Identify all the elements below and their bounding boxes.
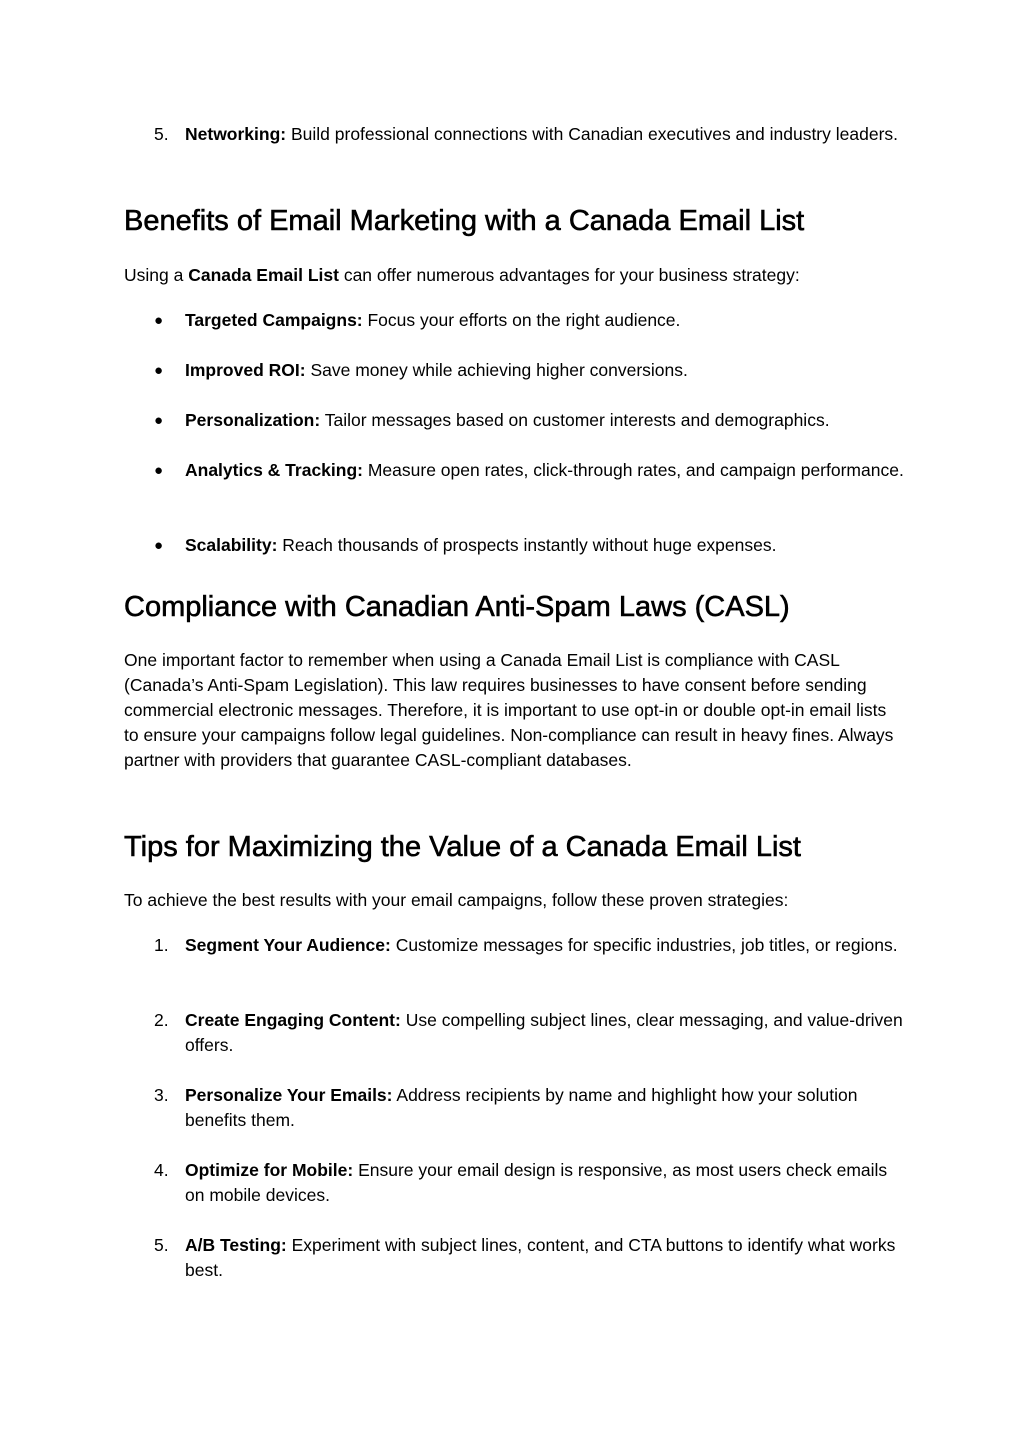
bullet-item: [124, 533, 904, 558]
item-text: Address recipients by name and highlight how your solution benefits them.: [185, 1085, 858, 1130]
item-text: Use compelling subject lines, clear messaging, and value-driven offers.: [185, 1010, 903, 1055]
bullet-item: [124, 308, 904, 333]
list-item: [124, 122, 904, 147]
section-intro: [124, 263, 800, 288]
item-text: Build professional connections with Canadian executives and industry leaders.: [286, 124, 899, 144]
list-number: 5.: [154, 1235, 169, 1255]
section-intro: To achieve the best results with your email campaigns, follow these proven strategies:: [124, 890, 789, 910]
bullet-icon: ●: [154, 312, 164, 329]
bullet-icon: ●: [154, 362, 164, 379]
bullet-item: [124, 358, 904, 383]
item-title: Segment Your Audience:: [185, 935, 391, 955]
item-title: Scalability:: [185, 535, 278, 555]
list-number: 2.: [154, 1010, 169, 1030]
intro-bold: Canada Email List: [188, 265, 339, 285]
item-title: Networking:: [185, 124, 287, 144]
item-text: Reach thousands of prospects instantly without huge expenses.: [277, 535, 777, 555]
list-item: [124, 1233, 904, 1283]
item-text: Focus your efforts on the right audience.: [362, 310, 681, 330]
item-title: Create Engaging Content:: [185, 1010, 401, 1030]
list-item: [124, 1083, 904, 1133]
bullet-item: [124, 458, 904, 483]
item-text: Tailor messages based on customer interests and demographics.: [320, 410, 830, 430]
list-item: [124, 1008, 904, 1058]
item-title: Personalize Your Emails:: [185, 1085, 393, 1105]
list-number: 3.: [154, 1085, 169, 1105]
item-title: Analytics & Tracking:: [185, 460, 363, 480]
item-title: Optimize for Mobile:: [185, 1160, 354, 1180]
intro-text: Using a: [124, 265, 189, 285]
list-number: 5.: [154, 124, 169, 144]
section-heading-benefits: Benefits of Email Marketing with a Canada Email List: [124, 205, 805, 237]
bullet-icon: ●: [154, 412, 164, 429]
list-number: 4.: [154, 1160, 169, 1180]
compliance-paragraph: One important factor to remember when using a Canada Email List is compliance with CASL (Canada’s Anti-Spam Legislation). This law requires businesses to have consent before sending commercial electronic messages. Therefore, it is important to use opt-in or double opt-in email lists to ensure your campaigns follow legal guidelines. Non-compliance can result in heavy fines. Always partner with providers that guarantee CASL-compliant databases.: [124, 650, 894, 770]
list-item: [124, 1158, 904, 1208]
item-text: Experiment with subject lines, content, and CTA buttons to identify what works best.: [185, 1235, 896, 1280]
item-title: Improved ROI:: [185, 360, 306, 380]
list-number: 1.: [154, 935, 169, 955]
item-title: Personalization:: [185, 410, 321, 430]
bullet-item: [124, 408, 904, 433]
bullet-icon: ●: [154, 462, 164, 479]
item-text: Ensure your email design is responsive, as most users check emails on mobile devices.: [185, 1160, 888, 1205]
item-text: Customize messages for specific industries, job titles, or regions.: [390, 935, 898, 955]
bullet-icon: ●: [154, 537, 164, 554]
section-heading-compliance: Compliance with Canadian Anti-Spam Laws (CASL): [124, 591, 790, 623]
item-text: Measure open rates, click-through rates, and campaign performance.: [362, 460, 904, 480]
section-heading-tips: Tips for Maximizing the Value of a Canada Email List: [124, 831, 801, 863]
intro-text: can offer numerous advantages for your business strategy:: [338, 265, 800, 285]
item-title: A/B Testing:: [185, 1235, 287, 1255]
item-text: Save money while achieving higher conversions.: [305, 360, 688, 380]
item-title: Targeted Campaigns:: [185, 310, 363, 330]
list-item: [124, 933, 904, 958]
